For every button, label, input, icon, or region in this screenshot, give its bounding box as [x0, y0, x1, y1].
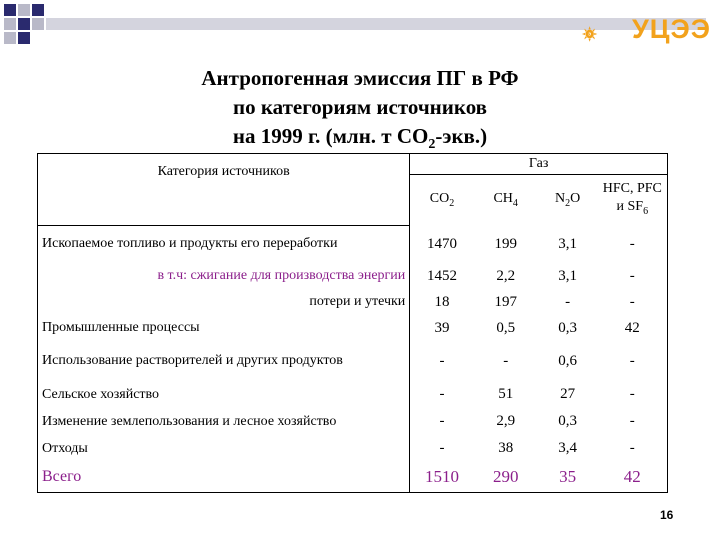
title-line-3: на 1999 г. (млн. т $СО_2-экв$.): [232, 124, 488, 153]
cell-value: 3,1: [558, 267, 577, 284]
table-row: [38, 289, 668, 315]
decor-square: [32, 18, 44, 30]
cell-value: 0,3: [558, 319, 577, 336]
column-header-co2: $CO_2$: [429, 191, 455, 209]
cell-value: 1510: [410, 462, 474, 492]
decor-square: [18, 18, 30, 30]
table-row: [38, 225, 668, 263]
column-header-n2o: $N_2O$: [554, 191, 581, 209]
cell-value: 38: [498, 440, 514, 456]
column-header-ch4: $CH_4$: [493, 191, 518, 209]
cell-value: 39: [434, 319, 450, 336]
cell-value: -: [598, 408, 668, 435]
svg-text:Э: Э: [588, 31, 592, 37]
cell-value: 27: [560, 386, 576, 402]
sun-logo-icon: [580, 12, 630, 56]
emissions-table: [37, 153, 668, 493]
table-row: [38, 315, 668, 341]
table-row: [38, 341, 668, 381]
row-label: Использование растворителей и других продуктов: [38, 341, 410, 381]
cell-value: 0,6: [558, 352, 577, 369]
decor-square: [18, 4, 30, 16]
cell-value: 3,1: [558, 235, 577, 252]
cell-value: 51: [498, 386, 514, 402]
decor-square: [4, 18, 16, 30]
cell-value: -: [598, 225, 668, 263]
decor-square: [18, 32, 30, 44]
cell-value: -: [598, 263, 668, 289]
title-line-1: Антропогенная эмиссия ПГ в РФ: [201, 66, 519, 90]
row-label: Сельское хозяйство: [38, 381, 410, 408]
cell-value: -: [503, 352, 509, 369]
cell-value: -: [439, 413, 445, 429]
title-line-2: по категориям источников: [232, 95, 488, 119]
row-label: Отходы: [38, 435, 410, 462]
gas-header: Газ: [410, 154, 668, 175]
cell-value: 18: [434, 293, 450, 310]
cell-value: -: [439, 440, 445, 456]
row-label: Ископаемое топливо и продукты его переработки: [38, 225, 410, 263]
cell-value: 197: [494, 293, 517, 310]
cell-value: 1470: [427, 235, 458, 252]
decor-square: [32, 4, 44, 16]
table-row-total: [38, 462, 668, 492]
cell-value: 0,5: [496, 319, 516, 336]
page-title: [120, 64, 600, 159]
cell-value: 42: [598, 462, 668, 492]
row-label: потери и утечки: [38, 289, 410, 315]
cell-value: 199: [494, 235, 517, 252]
cell-value: 1452: [427, 267, 458, 284]
row-label: Изменение землепользования и лесное хозяйство: [38, 408, 410, 435]
cell-value: 2,9: [496, 413, 516, 429]
cell-value: 42: [598, 315, 668, 341]
cell-value: 290: [474, 462, 538, 492]
cell-value: 0,3: [558, 413, 577, 429]
row-label: Промышленные процессы: [38, 315, 410, 341]
table-row: [38, 435, 668, 462]
cell-value: 2,2: [496, 267, 516, 284]
cell-value: -: [439, 352, 445, 369]
page-number: 16: [660, 508, 674, 522]
cell-value: -: [598, 341, 668, 381]
row-label: в т.ч: сжигание для производства энергии: [38, 263, 410, 289]
cell-value: -: [598, 435, 668, 462]
cell-value: -: [598, 381, 668, 408]
cell-value: 3,4: [558, 440, 577, 456]
decor-square: [4, 32, 16, 44]
decor-square: [4, 4, 16, 16]
table-row: [38, 263, 668, 289]
cell-value: -: [598, 289, 668, 315]
cell-value: -: [565, 293, 571, 310]
table-row: [38, 408, 668, 435]
cell-value: 35: [538, 462, 598, 492]
cell-value: -: [439, 386, 445, 402]
column-header-hfc: HFC, PFC и $SF_6$: [598, 175, 668, 226]
logo-text: УЦЭЭ: [632, 14, 711, 44]
category-header: Категория источников: [38, 154, 410, 226]
row-label-total: Всего: [38, 462, 410, 492]
table-row: [38, 381, 668, 408]
